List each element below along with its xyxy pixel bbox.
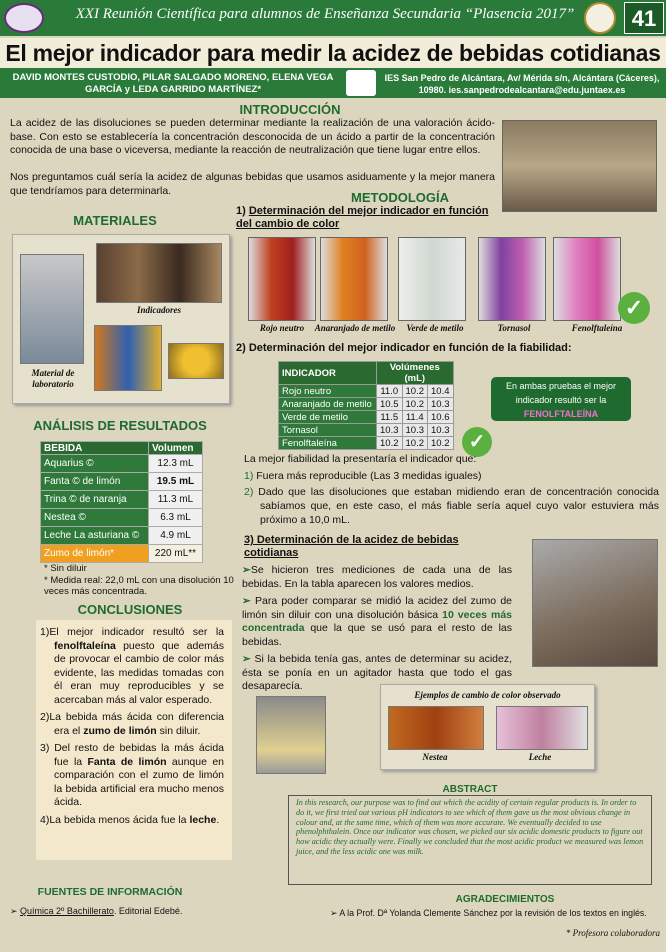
tube-photo-anaranjado	[320, 237, 388, 321]
table-cell: Anaranjado de metilo	[279, 398, 377, 411]
table-cell: Rojo neutro	[279, 385, 377, 398]
lab-material-caption: Material de laboratorio	[31, 368, 75, 389]
sources-heading: FUENTES DE INFORMACIÓN	[37, 886, 183, 898]
conference-title: XXI Reunión Científica para alumnos de Enseñanza Secundaria “Plasencia 2017”	[75, 6, 575, 22]
item-number: 2)	[40, 711, 50, 723]
bullet-arrow-icon: ➢	[242, 564, 251, 576]
source-text: . Editorial Edebé.	[113, 906, 183, 916]
table-cell: 220 mL**	[149, 545, 203, 563]
table-cell: 10.2	[402, 385, 428, 398]
item-bold: fenolftaleína	[54, 639, 116, 652]
seal-logo	[584, 2, 616, 34]
item-number: 1)	[244, 470, 254, 482]
paragraph	[242, 564, 512, 591]
acknowledgments-heading: AGRADECIMIENTOS	[455, 894, 555, 905]
table-cell: Tornasol	[279, 424, 377, 437]
tube-photo-fenolftaleina	[553, 237, 621, 321]
method-step-3-text	[242, 564, 512, 698]
paragraph	[242, 595, 512, 649]
table-row	[41, 491, 203, 509]
table-notes	[44, 563, 234, 598]
item-text: Fuera más reproducible (Las 3 medidas iguales)	[256, 470, 482, 482]
item-number: 3)	[40, 742, 50, 754]
table-header-row	[41, 442, 203, 455]
item-bold: zumo de limón	[83, 724, 157, 737]
table-row	[279, 411, 454, 424]
reliability-intro: La mejor fiabilidad la presentaría el indicador que:	[244, 453, 477, 465]
table-header: BEBIDA	[41, 442, 149, 455]
item-bold: Fanta de limón	[87, 755, 167, 768]
method-heading: METODOLOGÍA	[351, 190, 449, 205]
item-text: puesto que además de provocar el cambio de color más evidente, las medidas tomadas con él eran muy reproducibles y se acercaban más al valor esperado.	[54, 639, 224, 706]
check-icon: ✓	[618, 292, 650, 324]
examples-title: Ejemplos de cambio de color observado	[414, 690, 561, 700]
poster-number: 41	[624, 2, 664, 34]
results-heading: ANÁLISIS DE RESULTADOS	[33, 418, 207, 433]
item-text: sin diluir.	[156, 724, 201, 737]
conference-logo	[4, 3, 44, 33]
source-link[interactable]: Química 2º Bachillerato	[20, 906, 114, 916]
table-cell: 11.4	[402, 411, 428, 424]
students-photo	[502, 120, 657, 212]
table-cell: 19.5 mL	[149, 473, 203, 491]
table-cell: Nestea ©	[41, 509, 149, 527]
table-cell: 11.0	[377, 385, 403, 398]
conclusions-list	[40, 626, 224, 831]
caption-verde: Verde de metilo	[406, 323, 464, 333]
para-highlight: 10 veces más concentrada	[242, 608, 512, 634]
item-text: El mejor indicador resultó ser la	[49, 626, 224, 638]
result-text: En ambas pruebas el mejor indicador resultó ser la	[505, 381, 617, 405]
tube-photo-rojo-neutro	[248, 237, 316, 321]
table-cell: 10.6	[428, 411, 454, 424]
tube-photo-tornasol	[478, 237, 546, 321]
intro-paragraph-2: Nos preguntamos cuál sería la acidez de algunas bebidas que usamos asiduamente y la mejor manera que tendríamos para determinarla.	[10, 171, 495, 197]
table-header: Volumen	[149, 442, 203, 455]
para-text: que la que se usó para el resto de las bebidas.	[242, 622, 512, 648]
reliability-list	[244, 469, 659, 529]
caption-rojo-neutro: Rojo neutro	[259, 323, 305, 333]
table-cell: 10.2	[402, 437, 428, 450]
table-row	[41, 509, 203, 527]
table-cell: 10.5	[377, 398, 403, 411]
table-cell: 10.2	[402, 398, 428, 411]
table-row	[279, 437, 454, 450]
table-row	[41, 527, 203, 545]
table-cell: Fanta © de limón	[41, 473, 149, 491]
table-row	[279, 385, 454, 398]
table-cell: 10.2	[428, 437, 454, 450]
method-step-3-title: 3) Determinación de la acidez de bebidas cotidianas	[244, 534, 459, 559]
caption-anaranjado: Anaranjado de metilo	[314, 323, 396, 333]
table-row	[41, 473, 203, 491]
item-text: Del resto de bebidas la más ácida fue la	[49, 742, 224, 768]
method-step-1-title	[236, 205, 496, 231]
table-cell: Leche La asturiana ©	[41, 527, 149, 545]
footnote: * Profesora colaboradora	[565, 928, 660, 938]
table-header: INDICADOR	[279, 362, 377, 385]
intro-heading: INTRODUCCIÓN	[239, 102, 341, 117]
item-text: aunque en comparación con el zumo de limón la bebida artificial era mucho menos ácida.	[54, 755, 224, 808]
indicators-caption: Indicadores	[136, 305, 181, 315]
intro-paragraph-1: La acidez de las disoluciones se pueden determinar mediante la realización de una valoración ácido-base. Con esto se establecería la concentración desconocida de un ácido a partir de la concentración conocida de una base o viceversa, mediante la reacción de neutralización que tiene lugar entre ellos.	[10, 117, 495, 156]
table-cell: 10.3	[377, 424, 403, 437]
caption-fenolftaleina: Fenolftaleína	[571, 323, 623, 333]
school-info: IES San Pedro de Alcántara, Av/ Mérida s/n, Alcántara (Cáceres), 10980. ies.sanpedrodealcantara@edu.juntaex.es	[384, 73, 660, 95]
poster-title: El mejor indicador para medir la acidez de bebidas cotidianas	[0, 38, 666, 68]
school-logo	[346, 70, 376, 96]
table-cell: 10.2	[377, 437, 403, 450]
table-cell: 10.3	[402, 424, 428, 437]
table-row	[279, 398, 454, 411]
result-indicator: FENOLFTALEÍNA	[523, 409, 599, 419]
list-item	[244, 469, 659, 483]
lab-material-photo	[20, 254, 84, 364]
materials-heading: MATERIALES	[73, 213, 157, 228]
method-step-2-title: 2) Determinación del mejor indicador en función de la fiabilidad:	[236, 342, 572, 354]
bullet-arrow-icon: ➢	[242, 653, 255, 665]
table-cell: Verde de metilo	[279, 411, 377, 424]
list-item	[40, 626, 224, 707]
note: * Sin diluir	[44, 563, 87, 574]
conclusions-heading: CONCLUSIONES	[77, 602, 183, 617]
bullet-arrow-icon: ➢	[10, 906, 21, 916]
table-cell: 4.9 mL	[149, 527, 203, 545]
bullet-arrow-icon: ➢	[330, 908, 340, 918]
abstract-heading: ABSTRACT	[442, 784, 498, 795]
para-text: Si la bebida tenía gas, antes de determinar su acidez, ésta se ponía en un agitador hasta que todo el gas desaparecía.	[242, 653, 513, 692]
table-row	[279, 424, 454, 437]
item-number: 4)	[40, 813, 50, 826]
bullet-arrow-icon: ➢	[242, 595, 255, 607]
table-cell: Aquarius ©	[41, 455, 149, 473]
note: * Medida real: 22,0 mL con una disolución 10 veces más concentrada.	[44, 574, 234, 597]
drinks-table	[40, 441, 203, 563]
table-cell: 10.4	[428, 385, 454, 398]
table-cell: 11.3 mL	[149, 491, 203, 509]
table-cell: 10.3	[428, 424, 454, 437]
item-number: 1)	[40, 626, 50, 638]
para-text: Para poder comparar se midió la acidez del zumo de limón sin diluir con una disolución básica	[242, 595, 512, 621]
check-icon: ✓	[462, 427, 492, 457]
indicator-table	[278, 361, 454, 450]
item-text: La bebida más ácida con diferencia era el	[49, 711, 224, 737]
drinks-photo	[94, 325, 162, 391]
para-text: Se hicieron tres mediciones de cada una de las bebidas. En la tabla aparecen los valores medios.	[242, 564, 512, 590]
indicators-photo	[96, 243, 222, 303]
table-cell: 11.5	[377, 411, 403, 424]
table-row	[41, 545, 203, 563]
milk-caption: Leche	[528, 752, 552, 762]
table-cell: Zumo de limón*	[41, 545, 149, 563]
step-title: Determinación del mejor indicador en función del cambio de color	[236, 205, 489, 230]
list-item	[40, 711, 224, 738]
acknowledgment-item	[330, 908, 660, 919]
abstract-text: In this research, our purpose was to find out which the acidity of certain regular products is. In order to do it, we first tried out various pH indicators to see which of them gave us the most obvious change in colour and, at the same time, which of them was more accurate. We eventually decided to use phenolphthalein. Once our indicator was chosen, we picked our six acidic domestic products to figure out how acidic they actually were. Finally we concluded that the most acidic product we measured was lemon juice, and the less acidic one was milk.	[296, 798, 644, 856]
table-cell: 12.3 mL	[149, 455, 203, 473]
item-bold: leche	[189, 813, 217, 826]
table-cell: 10.3	[428, 398, 454, 411]
authors: DAVID MONTES CUSTODIO, PILAR SALGADO MORENO, ELENA VEGA GARCÍA y LEDA GARRIDO MARTÍNEZ*	[12, 72, 334, 95]
step-number: 1)	[236, 205, 246, 217]
result-callout	[491, 377, 631, 421]
milk-photo	[496, 706, 588, 750]
list-item	[40, 742, 224, 810]
list-item	[40, 814, 224, 828]
table-cell: 6.3 mL	[149, 509, 203, 527]
stirrer-photo	[256, 696, 326, 774]
caption-tornasol: Tornasol	[497, 323, 531, 333]
list-item	[244, 485, 659, 527]
table-cell: Fenolftaleína	[279, 437, 377, 450]
nestea-photo	[388, 706, 484, 750]
table-header-row	[279, 362, 454, 385]
item-text: Dado que las disoluciones que estaban midiendo eran de concentración conocida sabíamos que, en este caso, el más fiable sería aquel cuyo valor estuviera más próximo a 10,0 mL.	[258, 486, 659, 526]
item-text: La bebida menos ácida fue la	[49, 813, 190, 826]
nestea-caption: Nestea	[422, 752, 448, 762]
table-row	[41, 455, 203, 473]
table-cell: Trina © de naranja	[41, 491, 149, 509]
item-text: .	[216, 813, 220, 826]
ack-text: A la Prof. Dª Yolanda Clemente Sánchez por la revisión de los textos en inglés.	[339, 908, 647, 918]
item-number: 2)	[244, 486, 254, 498]
table-header: Volúmenes (mL)	[377, 362, 454, 385]
source-item	[10, 906, 240, 917]
classroom-photo	[532, 539, 658, 667]
tube-photo-verde	[398, 237, 466, 321]
lemons-photo	[168, 343, 224, 379]
